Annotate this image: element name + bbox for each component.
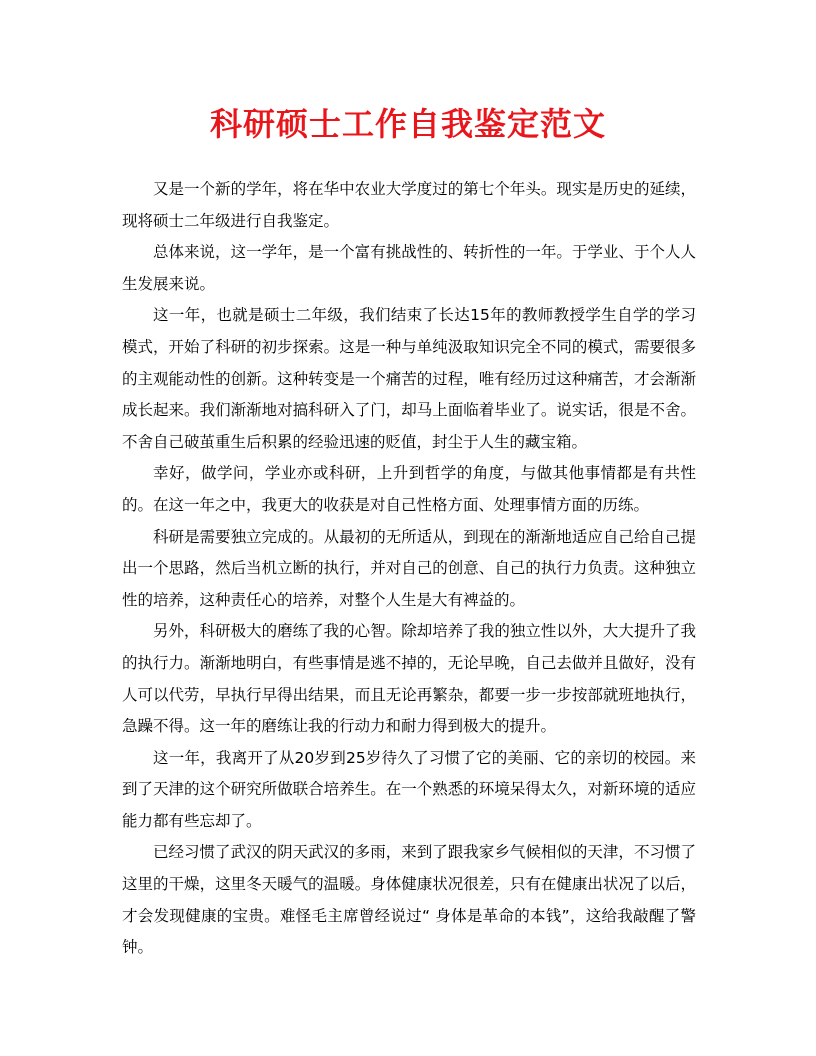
document-title: 科研硕士工作自我鉴定范文 (209, 105, 606, 143)
document-body (122, 174, 696, 964)
paragraph: 幸好，做学问，学业亦或科研，上升到哲学的角度，与做其他事情都是有共性的。在这一年之中，我更大的收获是对自己性格方面、处理事情方面的历练。 (122, 464, 696, 514)
paragraph: 这一年，我离开了从20岁到25岁待久了习惯了它的美丽、它的亲切的校园。来到了天津的这个研究所做联合培养生。在一个熟悉的环境呆得太久，对新环境的适应能力都有些忘却了。 (122, 748, 696, 830)
paragraph: 又是一个新的学年，将在华中农业大学度过的第七个年头。现实是历史的延续，现将硕士二年级进行自我鉴定。 (122, 180, 696, 230)
paragraph: 另外，科研极大的磨练了我的心智。除却培养了我的独立性以外，大大提升了我的执行力。渐渐地明白，有些事情是逃不掉的，无论早晚，自己去做并且做好，没有人可以代劳，早执行早得出结果，而且无论再繁杂，都要一步一步按部就班地执行，急躁不得。这一年的磨练让我的行动力和耐力得到极大的提升。 (122, 622, 696, 736)
paragraph: 已经习惯了武汉的阴天武汉的多雨，来到了跟我家乡气候相似的天津，不习惯了这里的干燥，这里冬天暖气的温暖。身体健康状况很差，只有在健康出状况了以后，才会发现健康的宝贵。难怪毛主席曾经说过“ 身体是革命的本钱”，这给我敲醒了警钟。 (122, 843, 696, 957)
paragraph: 总体来说，这一学年，是一个富有挑战性的、转折性的一年。于学业、于个人人生发展来说。 (122, 243, 696, 293)
paragraph: 科研是需要独立完成的。从最初的无所适从，到现在的渐渐地适应自己给自己提出一个思路，然后当机立断的执行，并对自己的创意、自己的执行力负责。这种独立性的培养，这种责任心的培养，对整个人生是大有裨益的。 (122, 527, 696, 609)
paragraph: 这一年，也就是硕士二年级，我们结束了长达15年的教师教授学生自学的学习模式，开始了科研的初步探索。这是一种与单纯汲取知识完全不同的模式，需要很多的主观能动性的创新。这种转变是一个痛苦的过程，唯有经历过这种痛苦，才会渐渐成长起来。我们渐渐地对搞科研入了门，却马上面临着毕业了。说实话，很是不舍。不舍自己破茧重生后积累的经验迅速的贬值，封尘于人生的藏宝箱。 (122, 306, 696, 451)
